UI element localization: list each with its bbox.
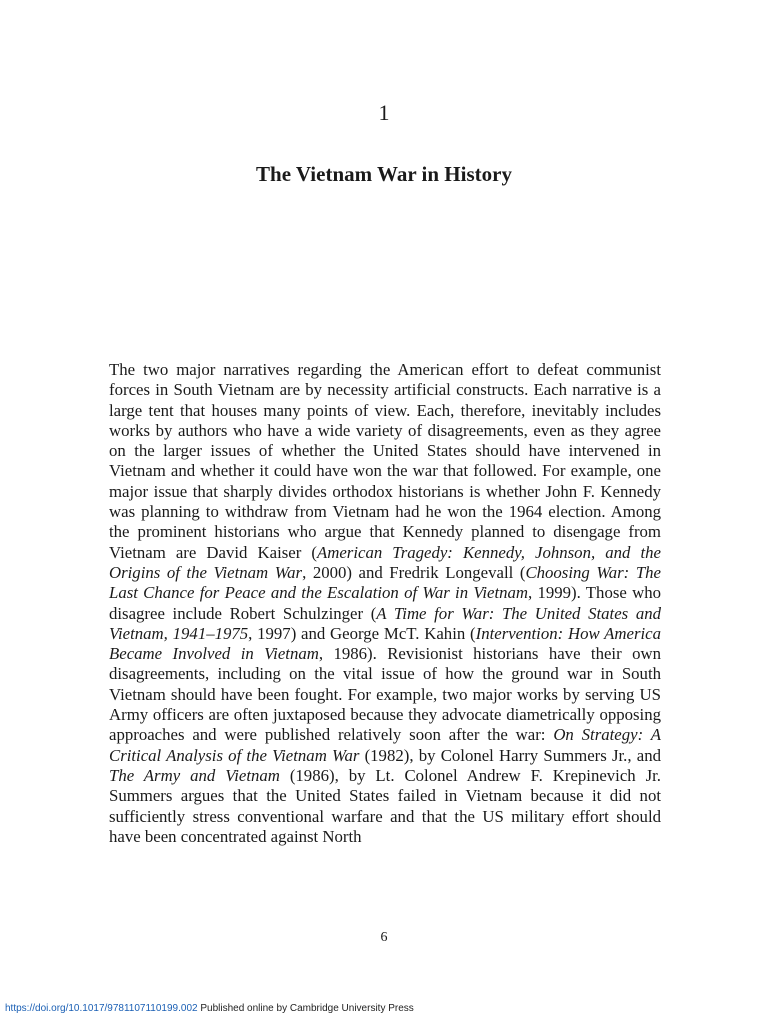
footer-publisher-text: Published online by Cambridge University Press xyxy=(197,1003,414,1014)
chapter-title: The Vietnam War in History xyxy=(256,162,512,186)
body-text-segment: , 1986). Revisionist historians have their own disagreements, including on the vital issue of how the ground war in South Vietnam should have been fought. For example, two major works by serving US Army officers are often juxtaposed because they advocate diametrically opposing approaches and were published relatively soon after the war: xyxy=(109,644,661,745)
book-title: Choosing War: The Last Chance for Peace and the Escalation of War in Vietnam xyxy=(109,562,661,603)
body-text-segment: (1982), by Colonel Harry Summers Jr., and xyxy=(359,745,661,765)
body-text-segment: , 2000) and Fredrik Longevall ( xyxy=(302,562,526,582)
book-title: American Tragedy: Kennedy, Johnson, and the Origins of the Vietnam War xyxy=(109,542,661,582)
doi-link[interactable]: https://doi.org/10.1017/9781107110199.002 xyxy=(5,1003,198,1014)
body-text-segment: , 1999). Those who disagree include Robert Schulzinger ( xyxy=(109,583,661,623)
book-title: Intervention: How America Became Involved in Vietnam xyxy=(109,623,661,664)
body-text-segment: (1986), by Lt. Colonel Andrew F. Krepinevich Jr. Summers argues that the United States failed in Vietnam because it did not sufficiently stress conventional warfare and that the US military effort should have been concentrated against North xyxy=(109,765,661,846)
book-title: The Army and Vietnam xyxy=(109,765,280,785)
footer xyxy=(5,1003,414,1014)
page-number: 6 xyxy=(380,930,388,945)
book-title: On Strategy: A Critical Analysis of the Vietnam War xyxy=(109,725,661,765)
body-text-segment: The two major narratives regarding the American effort to defeat communist forces in South Vietnam are by necessity artificial constructs. Each narrative is a large tent that houses many points of view. Each, therefore, inevitably includes works by authors who have a wide variety of disagreements, even as they agree on the larger issues of whether the United States should have intervened in Vietnam and whether it could have won the war that followed. For example, one major issue that sharply divides orthodox historians is whether John F. Kennedy was planning to withdraw from Vietnam had he won the 1964 election. Among the prominent historians who argue that Kennedy planned to disengage from Vietnam are David Kaiser ( xyxy=(109,360,661,562)
body-paragraph xyxy=(109,360,661,847)
chapter-number: 1 xyxy=(378,100,390,125)
book-title: A Time for War: The United States and Vietnam, 1941–1975 xyxy=(109,603,661,643)
body-text-segment: , 1997) and George McT. Kahin ( xyxy=(248,623,476,643)
